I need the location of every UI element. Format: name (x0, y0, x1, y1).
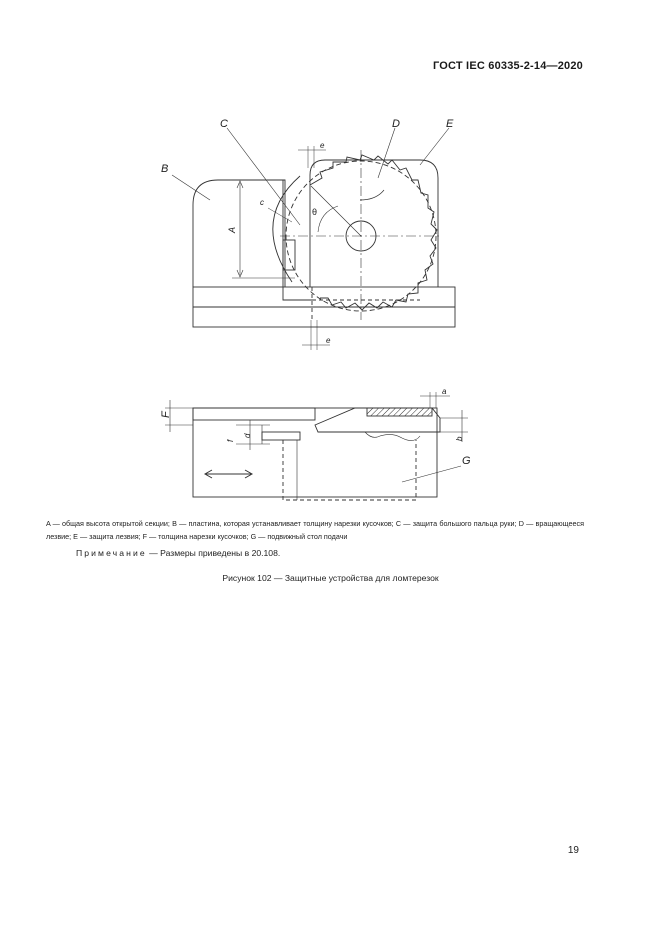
label-c-upper: C (220, 118, 228, 130)
blade-guard-e (310, 160, 438, 287)
plate-b (193, 180, 285, 287)
blade-guard-hatch (367, 408, 432, 416)
page-number: 19 (567, 845, 579, 856)
figure-caption: Рисунок 102 — Защитные устройства для ломтерезок (222, 573, 439, 583)
note-label: Примечание (76, 548, 147, 558)
label-e-bottom: e (326, 336, 331, 345)
label-g: G (462, 455, 471, 467)
label-c-lower: c (260, 198, 264, 207)
label-d: D (392, 118, 400, 130)
label-a-dimension: A (227, 226, 237, 233)
figure-note (76, 548, 280, 558)
label-f-upper: F (160, 411, 172, 418)
label-f-lower: f (226, 439, 235, 442)
label-d-lower: d (243, 433, 252, 438)
label-b-lower: b (455, 436, 464, 441)
note-text: — Размеры приведены в 20.108. (146, 548, 281, 558)
label-a-lower: a (442, 387, 447, 396)
label-e-top: e (320, 141, 325, 150)
label-e-upper: E (446, 118, 454, 130)
side-view (165, 392, 468, 500)
label-theta: θ (312, 207, 318, 217)
figure-legend: A — общая высота открытой секции; B — пластина, которая устанавливает толщину нарезки кусочков; C — защита большого пальца руки; D — вращающееся лезвие; E — защита лезвия; F — толщина нарезки кусочков; G — подвижный стол подачи (46, 519, 584, 541)
top-view (172, 128, 455, 350)
feed-table-g (283, 440, 416, 500)
standard-header: ГОСТ IEC 60335-2-14—2020 (432, 60, 583, 72)
label-b: B (161, 163, 169, 175)
side-body (193, 408, 437, 497)
